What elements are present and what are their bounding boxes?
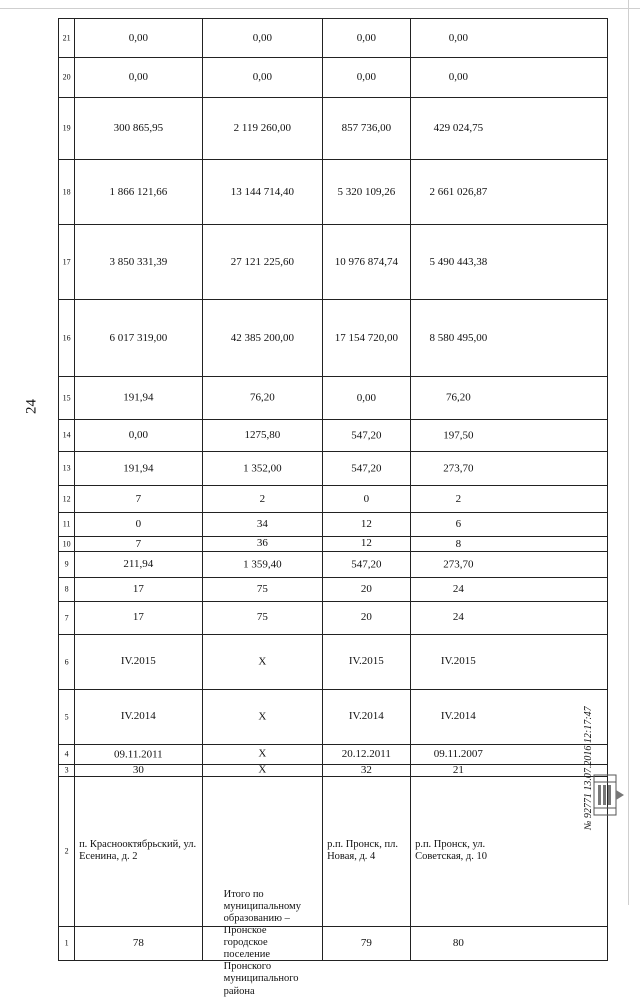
table-cell (322, 225, 410, 299)
column-number-text: 13 (62, 463, 71, 473)
table-cell (202, 58, 322, 97)
column-number-header (58, 635, 74, 689)
table-cell (74, 300, 202, 376)
table-cell (74, 513, 202, 536)
cell-text: 12 (360, 537, 372, 550)
cell-text: 8 580 495,00 (429, 331, 488, 344)
cell-text: 6 017 319,00 (109, 331, 168, 344)
table-cell (410, 420, 506, 451)
cell-text: 6 (455, 518, 462, 531)
table-cell (410, 578, 506, 601)
table-cell (410, 537, 506, 551)
table-rotated (58, 18, 506, 997)
scan-edge-top (0, 8, 640, 9)
cell-text: 0,00 (356, 391, 377, 404)
cell-text: 32 (360, 764, 372, 777)
table-cell (410, 777, 506, 926)
cell-text: р.п. Пронск, пл. Новая, д. 4 (327, 839, 399, 863)
table-cell (410, 452, 506, 485)
column-number-header (58, 225, 74, 299)
cell-text: X (258, 655, 267, 668)
table-cell (322, 160, 410, 224)
cell-text: 2 119 260,00 (233, 122, 292, 135)
cell-text: 273,70 (443, 558, 474, 571)
table-column-8 (58, 578, 608, 602)
table-column-5 (58, 690, 608, 745)
table-cell (74, 420, 202, 451)
table-cell (74, 552, 202, 577)
cell-text: 197,50 (443, 429, 474, 442)
cell-text: 1275,80 (244, 429, 281, 442)
cell-text: 2 (259, 492, 266, 505)
table-column-9 (58, 552, 608, 578)
column-bottom-border (607, 635, 608, 689)
table-column-16 (58, 300, 608, 377)
table-column-15 (58, 377, 608, 420)
table-cell (202, 552, 322, 577)
cell-text: 24 (452, 583, 464, 596)
table-cell (202, 777, 322, 926)
cell-text: р.п. Пронск, ул. Советская, д. 10 (415, 839, 488, 863)
column-number-header (58, 745, 74, 764)
cell-text: 191,94 (123, 462, 154, 475)
table-cell (410, 765, 506, 776)
cell-text: X (258, 748, 267, 761)
cell-text: 80 (452, 937, 464, 950)
table-cell (202, 225, 322, 299)
table-cell (322, 578, 410, 601)
table-column-17 (58, 225, 608, 300)
column-number-header (58, 927, 74, 960)
cell-text: 30 (132, 764, 144, 777)
cell-text: 547,20 (351, 462, 382, 475)
cell-text: 17 (132, 583, 144, 596)
table-column-14 (58, 420, 608, 452)
table-cell (410, 513, 506, 536)
cell-text: X (258, 764, 267, 777)
cell-text: 191,94 (123, 391, 154, 404)
cell-text: 76,20 (446, 391, 471, 404)
column-number-header (58, 160, 74, 224)
column-number-text: 18 (62, 187, 71, 197)
cell-text: 76,20 (250, 391, 275, 404)
cell-text: IV.2015 (441, 655, 476, 668)
page-number: 24 (23, 399, 40, 414)
cell-text: 09.11.2011 (114, 748, 163, 761)
table-cell (322, 452, 410, 485)
column-number-text: 15 (62, 393, 71, 403)
column-bottom-border (607, 377, 608, 419)
table-column-19 (58, 98, 608, 160)
table-cell (74, 578, 202, 601)
table-cell (322, 513, 410, 536)
column-bottom-border (607, 300, 608, 376)
column-number-header (58, 552, 74, 577)
table-cell (322, 602, 410, 634)
table-cell (74, 160, 202, 224)
table-cell (202, 537, 322, 551)
table-cell (74, 602, 202, 634)
table-cell (74, 486, 202, 512)
column-number-text: 2 (64, 846, 69, 856)
table-cell (74, 777, 202, 926)
table-cell (322, 765, 410, 776)
column-number-text: 4 (64, 749, 69, 759)
cell-text: 0 (363, 492, 370, 505)
column-number-header (58, 513, 74, 536)
cell-text: IV.2014 (349, 710, 384, 723)
table-cell (202, 745, 322, 764)
table-cell (202, 602, 322, 634)
column-number-header (58, 578, 74, 601)
table-column-18 (58, 160, 608, 225)
table-cell (410, 19, 506, 57)
column-number-header (58, 377, 74, 419)
table-cell (202, 513, 322, 536)
column-number-text: 6 (64, 657, 69, 667)
table-cell (74, 927, 202, 960)
cell-text: 10 976 874,74 (334, 255, 399, 268)
column-number-text: 8 (64, 584, 69, 594)
cell-text: IV.2014 (441, 710, 476, 723)
column-number-text: 12 (62, 494, 71, 504)
column-bottom-border (607, 537, 608, 551)
column-bottom-border (607, 452, 608, 485)
column-number-header (58, 602, 74, 634)
cell-text: X (258, 710, 267, 723)
column-number-text: 1 (64, 938, 69, 948)
cell-text: IV.2014 (121, 710, 156, 723)
column-bottom-border (607, 160, 608, 224)
table-cell (410, 690, 506, 744)
cell-text: 27 121 225,60 (230, 255, 295, 268)
table-cell (202, 19, 322, 57)
table-column-20 (58, 58, 608, 98)
table-cell (322, 420, 410, 451)
table-cell (322, 19, 410, 57)
column-number-text: 9 (64, 559, 69, 569)
cell-text: 20 (360, 611, 372, 624)
cell-text: 2 (455, 492, 462, 505)
table-cell (410, 927, 506, 960)
cell-text: 3 850 331,39 (109, 255, 168, 268)
cell-text: 2 661 026,87 (429, 185, 488, 198)
cell-text: 75 (256, 583, 268, 596)
table-cell (322, 777, 410, 926)
table-cell (410, 602, 506, 634)
table-cell (74, 377, 202, 419)
table-cell (410, 300, 506, 376)
table-cell (202, 765, 322, 776)
table-column-3 (58, 765, 608, 777)
cell-text: 0,00 (448, 31, 469, 44)
column-number-header (58, 690, 74, 744)
table-cell (202, 690, 322, 744)
table-cell (322, 58, 410, 97)
cell-text: 857 736,00 (341, 122, 392, 135)
cell-text: IV.2015 (349, 655, 384, 668)
cell-text: 17 154 720,00 (334, 331, 399, 344)
table-cell (74, 19, 202, 57)
cell-text: 21 (452, 764, 464, 777)
table-cell (410, 635, 506, 689)
table-cell (74, 765, 202, 776)
document-stamp: № 92771 13.07.2016 12:17:47 (583, 706, 594, 830)
table-column-1 (58, 889, 608, 997)
cell-text: 1 866 121,66 (109, 185, 168, 198)
rotated-table-container (58, 18, 608, 997)
scan-edge-right (628, 0, 629, 905)
table-cell (202, 578, 322, 601)
column-bottom-border (607, 602, 608, 634)
column-bottom-border (607, 98, 608, 159)
cell-text: 0,00 (356, 31, 377, 44)
cell-text: 24 (452, 611, 464, 624)
cell-text: 547,20 (351, 429, 382, 442)
table-cell (74, 635, 202, 689)
cell-text: 09.11.2007 (433, 748, 484, 761)
cell-text: 42 385 200,00 (230, 331, 295, 344)
table-column-7 (58, 602, 608, 635)
table-cell (202, 635, 322, 689)
column-number-header (58, 98, 74, 159)
cell-text: 0,00 (128, 429, 149, 442)
table-column-4 (58, 745, 608, 765)
cell-text: 0,00 (252, 31, 273, 44)
table-cell (322, 927, 410, 960)
cell-text: 75 (256, 611, 268, 624)
table-cell (322, 635, 410, 689)
table-cell (322, 690, 410, 744)
table-cell (74, 690, 202, 744)
column-bottom-border (607, 486, 608, 512)
table-cell (322, 300, 410, 376)
table-cell (202, 486, 322, 512)
table-column-21 (58, 18, 608, 58)
column-bottom-border (607, 225, 608, 299)
cell-text: 20 (360, 583, 372, 596)
column-bottom-border (607, 513, 608, 536)
column-number-header (58, 765, 74, 776)
column-bottom-border (607, 19, 608, 57)
column-number-text: 16 (62, 333, 71, 343)
table-cell (322, 98, 410, 159)
cell-text: 0,00 (128, 71, 149, 84)
cell-text: 273,70 (443, 462, 474, 475)
column-number-header (58, 420, 74, 451)
column-bottom-border (607, 927, 608, 960)
column-bottom-border (607, 420, 608, 451)
cell-text: 8 (455, 537, 462, 550)
table-cell (322, 537, 410, 551)
table-column-12 (58, 486, 608, 513)
column-bottom-border (607, 690, 608, 744)
table-cell (410, 486, 506, 512)
column-number-text: 14 (62, 430, 71, 440)
column-number-header (58, 537, 74, 551)
table-cell (410, 552, 506, 577)
table-cell (410, 225, 506, 299)
table-column-11 (58, 513, 608, 537)
cell-text: Итого по муниципальному образованию – Пронское городское поселение Пронского муниципального района (223, 889, 302, 997)
column-number-text: 17 (62, 257, 71, 267)
table-cell (322, 377, 410, 419)
cell-text: 0,00 (252, 71, 273, 84)
table-cell (202, 300, 322, 376)
cell-text: 0,00 (448, 71, 469, 84)
column-bottom-border (607, 58, 608, 97)
cell-text: 7 (135, 537, 142, 550)
column-number-header (58, 486, 74, 512)
cell-text: 5 490 443,38 (429, 255, 488, 268)
table-column-6 (58, 635, 608, 690)
table-cell (202, 420, 322, 451)
column-bottom-border (607, 552, 608, 577)
column-number-text: 5 (64, 712, 69, 722)
cell-text: 34 (256, 518, 268, 531)
table-cell (202, 98, 322, 159)
cell-text: 7 (135, 492, 142, 505)
table-cell (202, 377, 322, 419)
column-number-text: 19 (62, 123, 71, 133)
cell-text: 547,20 (351, 558, 382, 571)
column-number-text: 10 (62, 539, 71, 549)
table-cell (410, 745, 506, 764)
table-column-10 (58, 537, 608, 552)
cell-text: 79 (360, 937, 372, 950)
table-cell (74, 537, 202, 551)
cell-text: IV.2015 (121, 655, 156, 668)
column-number-text: 3 (64, 765, 69, 775)
cell-text: 1 359,40 (243, 558, 282, 571)
table-cell (202, 889, 322, 997)
cell-text: 429 024,75 (433, 122, 484, 135)
table-cell (202, 452, 322, 485)
column-number-text: 7 (64, 613, 69, 623)
cell-text: 17 (132, 611, 144, 624)
table-cell (322, 552, 410, 577)
table-cell (74, 745, 202, 764)
column-bottom-border (607, 578, 608, 601)
table-cell (74, 58, 202, 97)
cell-text: п. Краснооктябрьский, ул. Есенина, д. 2 (79, 839, 197, 863)
cell-text: 1 352,00 (243, 462, 282, 475)
table-cell (410, 160, 506, 224)
column-number-header (58, 300, 74, 376)
table-cell (74, 98, 202, 159)
column-number-text: 11 (62, 519, 71, 529)
table-cell (410, 377, 506, 419)
table-column-13 (58, 452, 608, 486)
cell-text: 12 (360, 518, 372, 531)
column-number-text: 21 (62, 33, 71, 43)
table-cell (74, 452, 202, 485)
cell-text: 13 144 714,40 (230, 185, 295, 198)
cell-text: 0,00 (356, 71, 377, 84)
cell-text: 20.12.2011 (341, 748, 392, 761)
column-number-header (58, 19, 74, 57)
cell-text: 0 (135, 518, 142, 531)
cell-text: 78 (132, 937, 144, 950)
column-number-header (58, 58, 74, 97)
table-cell (74, 225, 202, 299)
table-cell (410, 98, 506, 159)
column-number-header (58, 777, 74, 926)
table-cell (202, 160, 322, 224)
table-cell (410, 58, 506, 97)
cell-text: 5 320 109,26 (337, 185, 396, 198)
column-number-text: 20 (62, 72, 71, 82)
column-number-header (58, 452, 74, 485)
cell-text: 211,94 (123, 558, 154, 571)
cell-text: 300 865,95 (113, 122, 164, 135)
table-cell (322, 745, 410, 764)
cell-text: 36 (256, 537, 268, 550)
cell-text: 0,00 (128, 31, 149, 44)
table-cell (322, 486, 410, 512)
